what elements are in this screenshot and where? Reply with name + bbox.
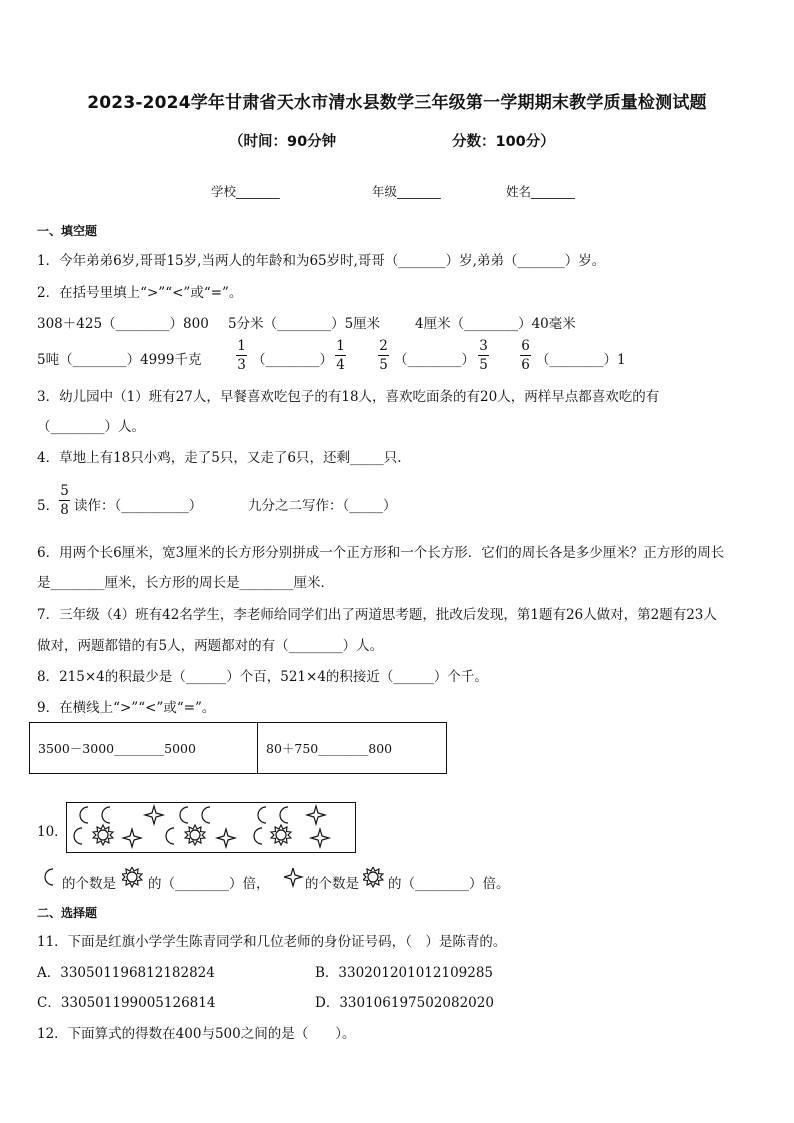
section-fill-blanks: 一、填空题 bbox=[37, 224, 98, 238]
shape-group bbox=[67, 803, 355, 852]
fraction-2-5: 2 5 bbox=[379, 338, 388, 373]
q10-text-3: 的个数是 bbox=[305, 876, 359, 892]
grade-field: 年级_______ bbox=[372, 184, 441, 199]
q2-blank-2: （________） bbox=[394, 352, 475, 368]
crescent-moon-icon bbox=[254, 828, 262, 844]
question-2: 2．在括号里填上“>”“<”或“=”。 bbox=[37, 285, 243, 301]
sun-icon bbox=[363, 867, 385, 889]
q2-item-2: 5分米（________）5厘米 bbox=[228, 316, 381, 332]
crescent-moon-icon bbox=[166, 828, 174, 844]
q2-item-1: 308＋425（________）800 bbox=[37, 316, 209, 332]
q11-option-c: C．330501199005126814 bbox=[37, 995, 216, 1011]
question-3-line-1: 3．幼儿园中（1）班有27人，早餐喜欢吃包子的有18人，喜欢吃面条的有20人，两样早点都喜欢吃的有 bbox=[37, 389, 660, 405]
crescent-moon-icon bbox=[74, 828, 82, 844]
q5-write: 九分之二写作：（_____） bbox=[248, 498, 397, 514]
fraction-5-8: 5 8 bbox=[60, 483, 69, 518]
question-1: 1．今年弟弟6岁,哥哥15岁,当两人的年龄和为65岁时,哥哥（_______）岁,弟弟（_______）岁。 bbox=[37, 253, 606, 269]
crescent-moon-icon bbox=[102, 807, 110, 823]
q2-item-3: 4厘米（________）40毫米 bbox=[415, 316, 576, 332]
time-info: （时间：90分钟 bbox=[229, 134, 337, 150]
question-8: 8．215×4的积最少是（______）个百，521×4的积接近（______）个千。 bbox=[37, 669, 488, 685]
crescent-moon-icon bbox=[180, 807, 188, 823]
crescent-moon-icon bbox=[258, 807, 266, 823]
score-info: 分数：100分） bbox=[452, 134, 555, 150]
q2-item-4: 5吨（________）4999千克 bbox=[37, 352, 202, 368]
sun-icon bbox=[93, 825, 113, 845]
q11-option-a: A．330501196812182824 bbox=[37, 965, 215, 981]
q9-cell-2: 80＋750________800 bbox=[258, 723, 447, 774]
crescent-moon-icon bbox=[202, 807, 210, 823]
q2-blank-3: （________）1 bbox=[536, 352, 626, 368]
section-multiple-choice: 二、选择题 bbox=[37, 906, 98, 920]
q10-label: 10． bbox=[37, 824, 68, 840]
crescent-moon-icon bbox=[44, 868, 62, 888]
question-11: 11．下面是红旗小学学生陈青同学和几位老师的身份证号码，（ ）是陈青的。 bbox=[37, 934, 507, 950]
four-point-star-icon bbox=[311, 829, 329, 847]
fraction-6-6: 6 6 bbox=[521, 338, 530, 373]
sun-icon bbox=[271, 825, 291, 845]
q10-text-2: 的（________）倍， bbox=[148, 876, 270, 892]
school-field: 学校_______ bbox=[211, 184, 280, 199]
sun-icon bbox=[122, 867, 144, 889]
q2-blank-1: （________） bbox=[252, 352, 333, 368]
q9-table bbox=[29, 722, 447, 774]
fraction-3-5: 3 5 bbox=[479, 338, 488, 373]
four-point-star-icon bbox=[145, 806, 163, 824]
question-6-line-2: 是________厘米，长方形的周长是________厘米． bbox=[37, 575, 334, 591]
question-7-line-1: 7．三年级（4）班有42名学生，李老师给同学们出了两道思考题，批改后发现，第1题有26人做对，第2题有23人 bbox=[37, 607, 717, 623]
four-point-star-icon bbox=[123, 829, 141, 847]
q9-cell-1: 3500－3000________5000 bbox=[30, 723, 258, 774]
q11-option-b: B．330201201012109285 bbox=[315, 965, 494, 981]
page-title: 2023-2024学年甘肃省天水市清水县数学三年级第一学期期末教学质量检测试题 bbox=[87, 93, 707, 113]
four-point-star-icon bbox=[284, 868, 304, 888]
q10-text-1: 的个数是 bbox=[62, 876, 116, 892]
crescent-moon-icon bbox=[280, 807, 288, 823]
question-6-line-1: 6．用两个长6厘米，宽3厘米的长方形分别拼成一个正方形和一个长方形．它们的周长各是多少厘米？正方形的周长 bbox=[37, 545, 725, 561]
fraction-1-3: 1 3 bbox=[237, 338, 246, 373]
four-point-star-icon bbox=[217, 829, 235, 847]
four-point-star-icon bbox=[307, 806, 325, 824]
q10-text-4: 的（________）倍。 bbox=[388, 876, 510, 892]
q10-shape-box bbox=[66, 802, 356, 853]
q11-option-d: D．330106197502082020 bbox=[315, 995, 494, 1011]
question-4: 4．草地上有18只小鸡，走了5只，又走了6只，还剩_____只. bbox=[37, 450, 402, 466]
fraction-1-4: 1 4 bbox=[336, 338, 345, 373]
question-9: 9．在横线上“>”“<”或“=”。 bbox=[37, 700, 216, 716]
name-field: 姓名_______ bbox=[506, 184, 575, 199]
question-3-line-2: （________）人。 bbox=[37, 419, 145, 435]
crescent-moon-icon bbox=[80, 807, 88, 823]
q5-prefix: 5． bbox=[37, 498, 60, 514]
q5-read: 读作：（__________） bbox=[74, 498, 203, 514]
question-7-line-2: 做对，两题都错的有5人，两题都对的有（________）人。 bbox=[37, 638, 384, 654]
sun-icon bbox=[185, 825, 205, 845]
question-12: 12．下面算式的得数在400与500之间的是（ ）。 bbox=[37, 1026, 356, 1042]
